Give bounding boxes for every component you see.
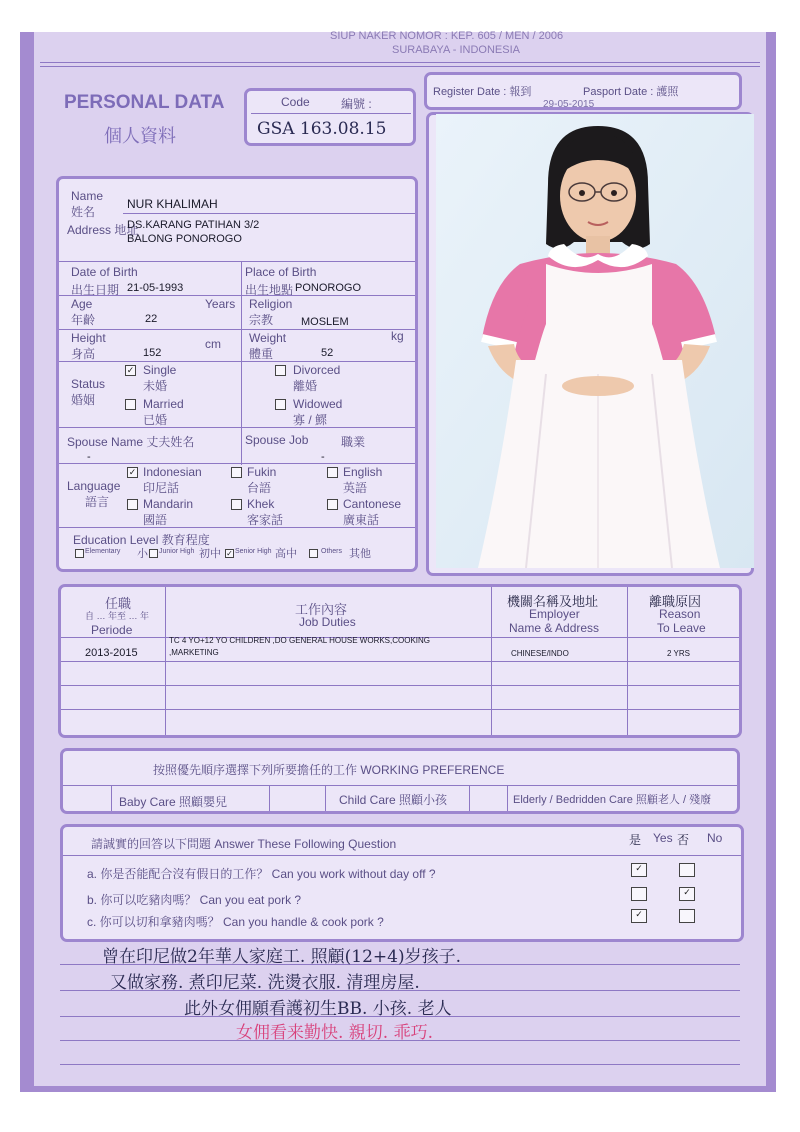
code-label: Code — [281, 95, 310, 109]
period-header: Periode — [91, 623, 133, 637]
cantonese-checkbox[interactable] — [327, 499, 338, 510]
english-label: English — [343, 465, 383, 479]
mandarin-checkbox[interactable] — [127, 499, 138, 510]
address-line-2: BALONG PONOROGO — [127, 233, 242, 245]
height-value: 152 — [143, 347, 162, 359]
edu-elementary-cn: 小 — [137, 548, 148, 560]
single-label: Single — [143, 363, 177, 377]
height-label-cn: 身高 — [71, 347, 96, 361]
age-value: 22 — [145, 313, 158, 325]
kg-label: kg — [391, 329, 404, 343]
col-divider — [269, 785, 270, 811]
spouse-job-value: - — [321, 451, 325, 463]
note-line-4: 女佣看来勤快. 親切. 乖巧. — [236, 1023, 434, 1043]
duties-header-cn: 工作內容 — [295, 602, 348, 617]
years-label: Years — [205, 297, 236, 311]
cm-label: cm — [205, 337, 221, 351]
no-label-cn: 否 — [677, 833, 690, 847]
work-row-reason: 2 YRS — [667, 649, 690, 658]
col-divider — [325, 785, 326, 811]
widowed-label-cn: 寡 / 鰥 — [293, 413, 328, 427]
question-a-yes[interactable]: ✓ — [631, 863, 647, 877]
period-header-cn: 任職 — [105, 596, 132, 611]
rule — [61, 709, 739, 710]
rule — [59, 329, 415, 330]
employer-header: Employer — [529, 607, 580, 621]
code-divider — [251, 113, 411, 114]
mandarin-label: Mandarin — [143, 497, 194, 511]
weight-value: 52 — [321, 347, 334, 359]
header-rule-2 — [40, 66, 760, 67]
religion-label-cn: 宗教 — [249, 313, 274, 327]
duties-header: Job Duties — [299, 615, 356, 629]
work-row-period: 2013-2015 — [85, 647, 138, 659]
reason-header-2: To Leave — [657, 621, 706, 635]
weight-label-cn: 體重 — [249, 347, 274, 361]
spouse-job-label-cn: 職業 — [341, 435, 366, 449]
religion-label: Religion — [249, 297, 293, 311]
rule — [63, 785, 737, 786]
reason-header: Reason — [659, 607, 701, 621]
dates-box — [424, 72, 742, 110]
dob-label: Date of Birth — [71, 265, 138, 279]
question-c-yes[interactable]: ✓ — [631, 909, 647, 923]
spouse-job-label: Spouse Job — [245, 433, 309, 447]
religion-value: MOSLEM — [301, 316, 349, 328]
header-rule — [40, 62, 760, 63]
rule — [61, 685, 739, 686]
edu-others-label: Others — [321, 548, 343, 555]
cantonese-label: Cantonese — [343, 497, 402, 511]
fukin-label: Fukin — [247, 465, 277, 479]
register-date-label: Register Date : 報到 — [433, 86, 532, 98]
dob-value: 21-05-1993 — [127, 282, 184, 294]
applicant-photo — [436, 114, 754, 568]
page-title-cn: 個人資料 — [104, 126, 176, 146]
col-divider — [507, 785, 508, 811]
col-divider — [469, 785, 470, 811]
register-date-value: 29-05-2015 — [543, 99, 595, 110]
rule — [123, 213, 415, 214]
name-label-cn: 姓名 — [71, 205, 96, 219]
question-c: c. 你可以切和拿豬肉嗎？ Can you handle & cook pork ? — [87, 915, 384, 929]
widowed-label: Widowed — [293, 397, 343, 411]
age-label: Age — [71, 297, 93, 311]
work-row-duties-2: ,MARKETING — [169, 648, 219, 657]
employer-header-cn: 機關名稱及地址 — [507, 594, 599, 609]
work-row-duties-1: TC 4 YO+12 YO CHILDREN ,DO GENERAL HOUSE WORKS,COOKING — [169, 636, 431, 645]
child-care-option[interactable]: Child Care 照顧小孩 — [339, 793, 448, 807]
education-label: Education Level 教育程度 — [73, 533, 210, 547]
period-header-cn-2: 自 … 年至 … 年 — [85, 611, 150, 621]
pob-label-cn: 出生地點 — [245, 283, 294, 297]
employer-header-2: Name & Address — [509, 621, 600, 635]
page-title: PERSONAL DATA — [64, 92, 225, 113]
rule — [59, 361, 415, 362]
khek-checkbox[interactable] — [231, 499, 242, 510]
personal-info-panel — [56, 176, 418, 572]
single-checkbox[interactable]: ✓ — [126, 365, 135, 375]
address-label: Address 地址 — [67, 223, 139, 237]
rule — [61, 661, 739, 662]
code-label-cn: 編號 : — [341, 97, 372, 111]
preference-title: 按照優先順序選擇下列所要擔任的工作 WORKING PREFERENCE — [153, 763, 505, 777]
pob-value: PONOROGO — [295, 282, 362, 294]
edu-others-cn: 其他 — [349, 548, 371, 560]
age-label-cn: 年齡 — [71, 313, 96, 327]
edu-senior-cn: 高中 — [275, 548, 297, 560]
indonesian-checkbox[interactable]: ✓ — [128, 467, 137, 477]
work-row-employer: CHINESE/INDO — [511, 649, 569, 658]
mandarin-label-cn: 國語 — [143, 513, 168, 527]
status-label-cn: 婚姻 — [71, 393, 96, 407]
khek-label: Khek — [247, 497, 275, 511]
fukin-label-cn: 台語 — [247, 481, 272, 495]
edu-elementary-checkbox[interactable] — [75, 549, 84, 558]
question-c-no[interactable] — [679, 909, 695, 923]
yes-label-cn: 是 — [629, 833, 642, 847]
edu-junior-cn: 初中 — [199, 548, 221, 560]
language-label-cn: 語言 — [85, 495, 110, 509]
working-preference-panel — [60, 748, 740, 814]
baby-care-option[interactable]: Baby Care 照顧嬰兒 — [119, 795, 228, 809]
code-box — [244, 88, 416, 146]
name-label: Name — [71, 189, 104, 203]
cantonese-label-cn: 廣東話 — [343, 513, 380, 527]
work-history-table — [58, 584, 742, 738]
license-number: SIUP NAKER NOMOR : KEP. 605 / MEN / 2006 — [330, 30, 564, 42]
col-divider — [111, 785, 112, 811]
language-label: Language — [67, 479, 121, 493]
edu-elementary-label: Elementary — [85, 548, 121, 555]
married-label: Married — [143, 397, 184, 411]
rule — [59, 463, 415, 464]
divorced-label: Divorced — [293, 363, 341, 377]
reason-header-cn: 離職原因 — [649, 594, 702, 609]
question-b-yes[interactable] — [631, 887, 647, 901]
question-b-no[interactable]: ✓ — [679, 887, 695, 901]
note-line — [60, 1064, 740, 1065]
name-value: NUR KHALIMAH — [127, 197, 218, 211]
address-line-1: DS.KARANG PATIHAN 3/2 — [127, 219, 260, 231]
spouse-name-value: - — [87, 451, 91, 463]
weight-label: Weight — [249, 331, 287, 345]
divorced-label-cn: 離婚 — [293, 379, 318, 393]
indonesian-label: Indonesian — [143, 465, 202, 479]
question-b: b. 你可以吃豬肉嗎？ Can you eat pork ? — [87, 893, 302, 907]
khek-label-cn: 客家話 — [247, 513, 284, 527]
english-checkbox[interactable] — [327, 467, 338, 478]
fukin-checkbox[interactable] — [231, 467, 242, 478]
english-label-cn: 英語 — [343, 481, 368, 495]
divorced-checkbox[interactable] — [275, 365, 286, 376]
married-label-cn: 已婚 — [143, 413, 168, 427]
pasport-date-label: Pasport Date : 護照 — [583, 86, 679, 98]
yes-label: Yes — [653, 831, 673, 845]
edu-junior-checkbox[interactable] — [149, 549, 158, 558]
note-line-3: 此外女佣願看護初生BB. 小孩. 老人 — [184, 999, 452, 1019]
rule — [59, 295, 415, 296]
pob-label: Place of Birth — [245, 265, 317, 279]
note-line-2: 又做家務. 煮印尼菜. 洗燙衣服. 清理房屋. — [110, 973, 420, 993]
elderly-care-option[interactable]: Elderly / Bedridden Care 照顧老人 / 殘廢 — [513, 794, 712, 806]
no-label: No — [707, 831, 723, 845]
question-a-no[interactable] — [679, 863, 695, 877]
rule — [59, 527, 415, 528]
col-divider — [241, 261, 242, 429]
rule — [59, 261, 415, 262]
questions-panel — [60, 824, 744, 942]
rule — [63, 855, 741, 856]
status-label: Status — [71, 377, 106, 391]
code-value: GSA 163.08.15 — [257, 119, 387, 139]
rule — [59, 427, 415, 428]
edu-senior-checkbox[interactable]: ✓ — [226, 549, 233, 558]
dob-label-cn: 出生日期 — [71, 283, 120, 297]
widowed-checkbox[interactable] — [275, 399, 286, 410]
height-label: Height — [71, 331, 106, 345]
city-line: SURABAYA - INDONESIA — [392, 44, 520, 56]
indonesian-label-cn: 印尼話 — [143, 481, 180, 495]
married-checkbox[interactable] — [125, 399, 136, 410]
spouse-name-label: Spouse Name 丈夫姓名 — [67, 435, 195, 449]
single-label-cn: 未婚 — [143, 379, 168, 393]
question-a: a. 你是否能配合沒有假日的工作？ Can you work without day off ? — [87, 867, 436, 881]
note-line-1: 曾在印尼做2年華人家庭工. 照顧(12+4)岁孩子. — [102, 947, 461, 967]
col-divider — [241, 427, 242, 465]
edu-junior-label: Junior High — [159, 548, 195, 555]
questions-title: 請誠實的回答以下問題 Answer These Following Question — [91, 837, 397, 851]
edu-senior-label: Senior High — [235, 548, 272, 555]
edu-others-checkbox[interactable] — [309, 549, 318, 558]
